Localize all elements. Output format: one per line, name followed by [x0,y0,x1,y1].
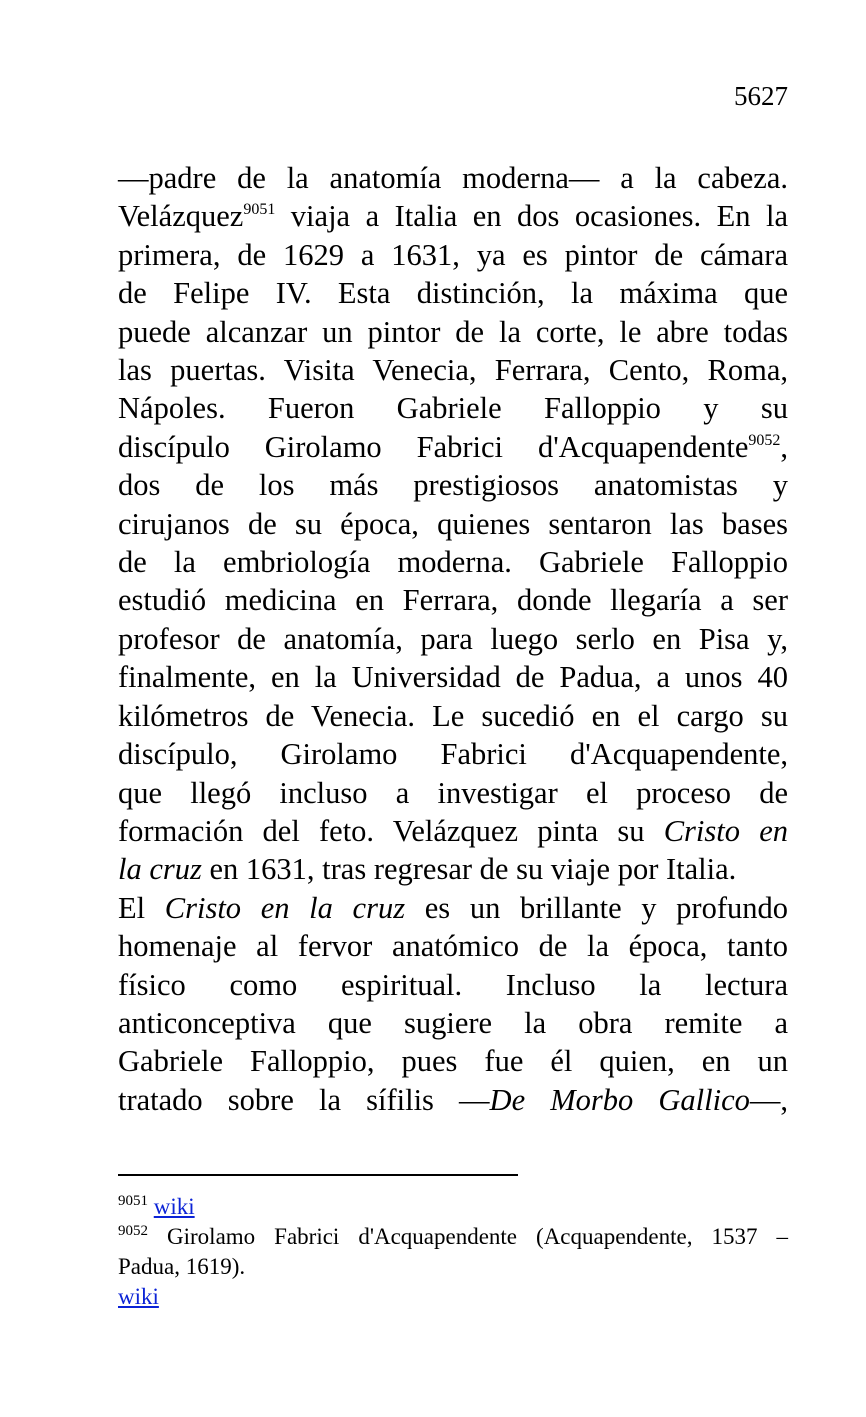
text-line: cirujanos de su época, quienes sentaron las bases [118,506,788,541]
text-line: Gabriele Falloppio, pues fue él quien, en un [118,1044,788,1079]
text-line: anticonceptiva que sugiere la obra remite a [118,1005,788,1040]
text-line [118,1081,788,1119]
text-line: de Felipe IV. Esta distinción, la máxima que [118,276,788,311]
text-line: las puertas. Visita Venecia, Ferrara, Cento, Roma, [118,353,788,388]
text-run: formación del feto. Velázquez pinta su [118,813,664,848]
text-line: finalmente, en la Universidad de Padua, a unos 40 [118,660,788,695]
wiki-link[interactable]: wiki [118,1284,159,1309]
footnote-ref-9051[interactable]: 9051 [243,201,276,219]
text-line: que llegó incluso a investigar el proceso de [118,775,788,810]
footnotes [118,1192,788,1312]
footnote-text: Girolamo Fabrici d'Acquapendente (Acquapendente, 1537 – [167,1224,789,1249]
text-line: discípulo, Girolamo Fabrici d'Acquapendente, [118,737,788,772]
text-run: discípulo Girolamo Fabrici d'Acquapendente [118,429,749,464]
italic-title: De Morbo Gallico [489,1082,750,1117]
italic-title: Cristo en la cruz [164,890,406,925]
body-text [118,159,788,1119]
text-run: viaja a Italia en dos ocasiones. En la [275,199,788,234]
footnote-9051 [118,1192,788,1222]
text-line: Nápoles. Fueron Gabriele Falloppio y su [118,391,788,426]
text-run: —, [749,1082,788,1117]
text-line: dos de los más prestigiosos anatomistas y [118,468,788,503]
text-run: El [118,890,165,925]
text-line [118,812,788,850]
text-run: en 1631, tras regresar de su viaje por Italia. [201,852,737,887]
footnote-separator [118,1174,518,1176]
footnote-number: 9052 [118,1223,148,1239]
text-run: , [780,429,788,464]
footnote-link-line [118,1282,788,1312]
text-line [118,428,788,466]
italic-title: Cristo en [663,813,788,848]
text-line: profesor de anatomía, para luego serlo en Pisa y, [118,621,788,656]
text-line [118,850,788,888]
text-line: estudió medicina en Ferrara, donde llegaría a ser [118,583,788,618]
page-number: 5627 [734,81,788,111]
text-line: de la embriología moderna. Gabriele Falloppio [118,545,788,580]
text-line [118,197,788,235]
text-line: —padre de la anatomía moderna— a la cabeza. [118,161,788,195]
footnote-text-continued: Padua, 1619). [118,1254,246,1279]
footnote-ref-9052[interactable]: 9052 [748,431,781,449]
wiki-link[interactable]: wiki [153,1194,195,1219]
text-line: primera, de 1629 a 1631, ya es pintor de cámara [118,237,788,272]
text-line: puede alcanzar un pintor de la corte, le abre todas [118,314,788,349]
text-line [118,889,788,927]
text-run: es un brillante y profundo [405,890,788,925]
italic-title: la cruz [118,852,202,887]
text-line: físico como espiritual. Incluso la lectura [118,967,788,1002]
text-line: kilómetros de Venecia. Le sucedió en el cargo su [118,698,788,733]
footnote-9052 [118,1222,788,1252]
text-line: homenaje al fervor anatómico de la época, tanto [118,929,788,964]
text-run: Velázquez [118,199,244,234]
text-run: tratado sobre la sífilis — [118,1082,490,1117]
footnote-number: 9051 [118,1193,148,1209]
